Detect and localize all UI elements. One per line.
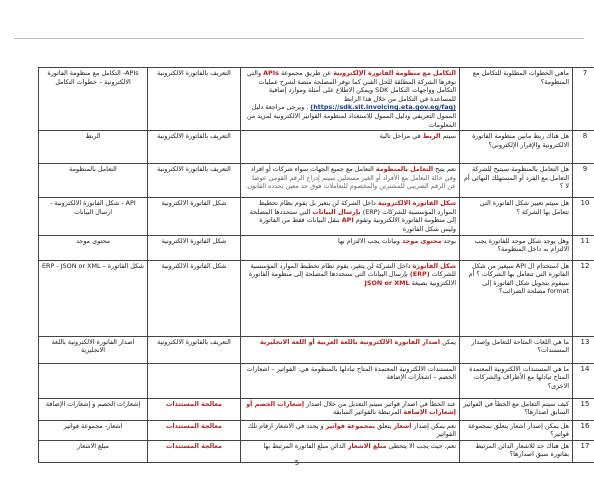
- answer-cell: سيتم الربط في مراحل تالية: [241, 131, 460, 164]
- faq-table-container: [38, 67, 590, 463]
- category-cell: معالجة المستندات: [148, 420, 241, 440]
- answer-cell: نعم يتيح التعامل بالمنظومة التعامل مع جميع الجهات سواء شركات أو افراد وفي حالة التعامل مع الأفراد أو الغير مسجلين سيتم إدراج الرقم القومي عوضا عن الرقم الضريبي للمشترين والمخصوم للتعاملات فوق حد معين يحدده القانون.: [241, 164, 460, 198]
- question-cell: وهل يوجد شكل موحد للفاتورة يجب الالتزام به داخل المنظومة؟: [460, 235, 573, 260]
- answer-cell: التكامل مع منظومة الفاتورة الإلكترونية عن طريق مجموعة APIs والتي توفرها الشركة المطلقة للحل الفني كما توفر المصلحة منصة لشرح عمليات التكامل وواجهات التكامل SDK ويمكن الاطلاع على أمثلة وموارد إضافية للمساعدة في التكامل من خلال هذا الرابط (https://sdk.sit.invoicing.eta.gov.eg/faq) . ويرجى مراجعة دليل الممول التعريفي ودليل الممول للاستعداد لمنظومة الفواتير الالكترونية لمزيد من المعلومات: [241, 68, 460, 131]
- row-number: 10: [573, 198, 594, 235]
- keywords-cell: الربط: [39, 131, 148, 164]
- table-row: [39, 420, 594, 440]
- answer-cell: عند الخطأ في اصدار فواتير سيتم التعديل من خلال اصدار إشعارات الخصم أو إشعارات الإضافة المرتبطة بالفواتير السابقة: [241, 398, 460, 420]
- keywords-cell: اصدار الفاتورة الالكترونية باللغة الانجليزية: [39, 336, 148, 363]
- table-row: [39, 164, 594, 198]
- category-cell: التعريف بالفاتورة الالكترونية: [148, 68, 241, 131]
- keywords-cell: API - شكل الفاتورة الالكترونية - ارسال البيانات: [39, 198, 148, 235]
- row-number: 8: [573, 131, 594, 164]
- row-number: 9: [573, 164, 594, 198]
- question-cell: كيف سيتم التعامل مع الخطأ في الفواتير السابق اصدارها؟: [460, 398, 573, 420]
- page-header-area: [0, 0, 594, 44]
- row-number: 12: [573, 260, 594, 336]
- table-row: [39, 260, 594, 336]
- category-cell: معالجة المستندات: [148, 398, 241, 420]
- keywords-cell: مبلغ الاشعار: [39, 440, 148, 462]
- page-number: 5: [294, 459, 300, 467]
- row-number: 17: [573, 440, 594, 462]
- question-cell: هل يمكن إصدار اشعار يتعلق بمجموعة فواتير؟: [460, 420, 573, 440]
- question-cell: هل هناك ربط مابين منظومة الفاتورة الالكترونية والإقرار الإلكتروني؟: [460, 131, 573, 164]
- table-row: [39, 336, 594, 363]
- question-cell: ما هي اللغات المتاحة للتعامل وإصدار المستندات؟: [460, 336, 573, 363]
- table-row: [39, 68, 594, 131]
- category-cell: التعريف بالفاتورة الالكترونية: [148, 164, 241, 198]
- category-cell: [148, 363, 241, 398]
- category-cell: التعريف بالفاتورة الالكترونية: [148, 336, 241, 363]
- row-number: 16: [573, 420, 594, 440]
- category-cell: شكل الفاتورة الالكترونية: [148, 235, 241, 260]
- keywords-cell: شكل الفاتورة – ERP - JSON or XML: [39, 260, 148, 336]
- keywords-cell: إشعارات الخصم و إشعارات الإضافة: [39, 398, 148, 420]
- answer-cell: شكل الفاتورة داخل الشركة لن يتغير، يقوم نظام تخطيط الموارد المؤسسية للشركات (ERP) بإرسال البيانات التي ستحددها المصلحة إلى منظومة الفاتورة الالكترونية بصيغة JSON or XML: [241, 260, 460, 336]
- table-row: [39, 398, 594, 420]
- table-row: [39, 131, 594, 164]
- header-divider: [14, 38, 584, 39]
- keywords-cell: اشعار- مجموعة فواتير: [39, 420, 148, 440]
- question-cell: هل هناك حد للاشعار الدائن المرتبط بفاتورة سبق اصدارها؟: [460, 440, 573, 462]
- question-cell: ماهي الخطوات المطلوبة للتكامل مع المنظومة؟: [460, 68, 573, 131]
- category-cell: شكل الفاتورة الالكترونية: [148, 260, 241, 336]
- answer-cell: نعم، حيث يجب الا يتخطى مبلغ الاشعار الدائن مبلغ الفاتورة المرتبط بها: [241, 440, 460, 462]
- category-cell: شكل الفاتورة الالكترونية: [148, 198, 241, 235]
- keywords-cell: APIs- التكامل مع منظومة الفاتورة الالكترونية – خطوات التكامل: [39, 68, 148, 131]
- question-cell: هل التعامل بالمنظومة سيتيح للشركة التعامل مع الفرد أو المستهلك النهائي أم لا ؟: [460, 164, 573, 198]
- table-row: [39, 235, 594, 260]
- table-row: [39, 198, 594, 235]
- table-row: [39, 363, 594, 398]
- question-cell: هل استخدام ال API سيغير من شكل الفاتورة التي تتعامل بها الشركات ؟ أم سيقوم بتحويل شكل الفاتورة إلى format مصلحة الضرائب؟: [460, 260, 573, 336]
- answer-cell: المستندات الالكترونية المعتمدة المتاح تبادلها بالمنظومة هي: الفواتير – اشعارات الخصم – اشعارات الإضافة: [241, 363, 460, 398]
- row-number: 7: [573, 68, 594, 131]
- keywords-cell: التعامل بالمنظومة: [39, 164, 148, 198]
- answer-cell: شكل الفاتورة الالكترونية داخل الشركة لن يتغير بل يقوم نظام تخطيط الموارد المؤسسية للشركات (ERP) بإرسال البيانات التي ستحددها المصلحة إلى منظومة الفاتورة الالكترونية وتقوم API بنقل البيانات فقط من الفاتورة وليس شكل الفاتورة: [241, 198, 460, 235]
- faq-table: [38, 67, 594, 463]
- answer-cell: نعم يمكن إصدار اشعار يتعلق بمجموعة فواتير و يحدد في الاشعار ارقام تلك الفواتير: [241, 420, 460, 440]
- row-number: 13: [573, 336, 594, 363]
- answer-cell: يمكن اصدار الفاتورة الالكترونية باللغة العربية أو اللغة الانجليزية: [241, 336, 460, 363]
- row-number: 15: [573, 398, 594, 420]
- question-cell: ما هي المستندات الالكترونية المعتمدة المتاح تبادلها مع الأطراف والشركات الاخرى؟: [460, 363, 573, 398]
- row-number: 14: [573, 363, 594, 398]
- row-number: 11: [573, 235, 594, 260]
- keywords-cell: [39, 363, 148, 398]
- category-cell: معالجة المستندات: [148, 440, 241, 462]
- question-cell: هل سيتم تغيير شكل الفاتورة التي تتعامل بها الشركة ؟: [460, 198, 573, 235]
- category-cell: التعريف بالفاتورة الالكترونية: [148, 131, 241, 164]
- answer-cell: يوجد محتوى موحد وبيانات يجب الالتزام بها: [241, 235, 460, 260]
- keywords-cell: محتوى موحد: [39, 235, 148, 260]
